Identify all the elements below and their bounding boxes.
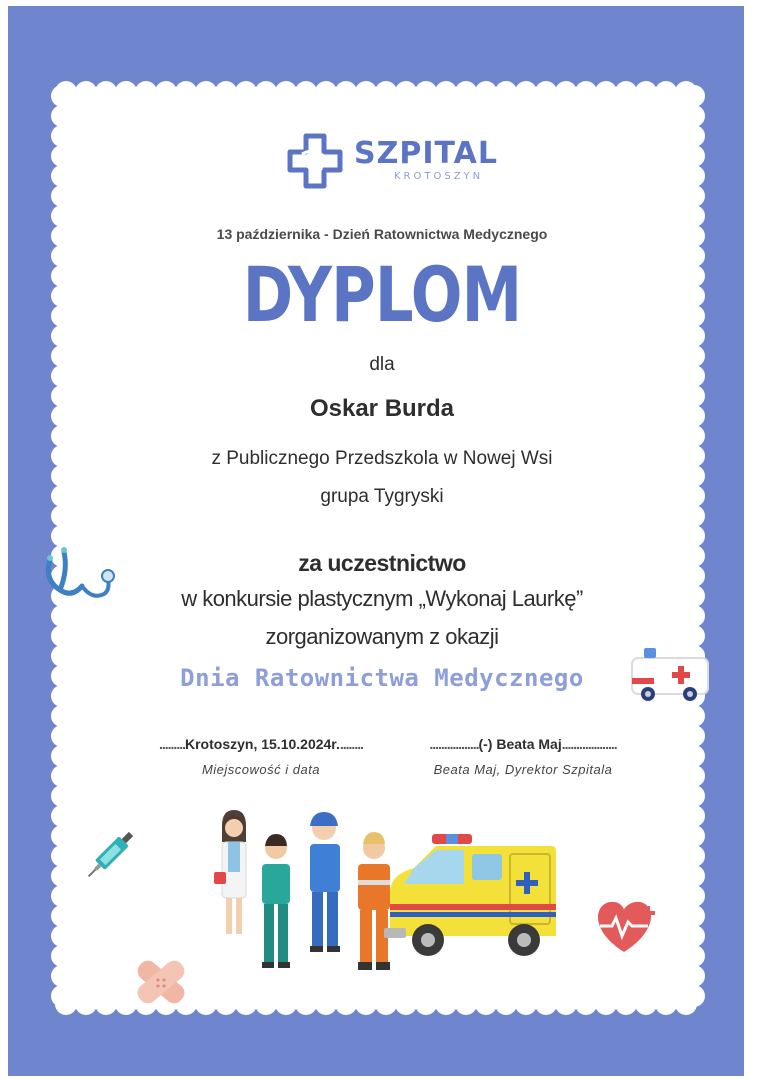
- for-label: dla: [369, 354, 395, 375]
- cross-logo-icon: [282, 130, 348, 194]
- syringe-icon: [86, 822, 142, 880]
- organized-line: zorganizowanym z okazji: [265, 624, 499, 649]
- place-date-caption: Miejscowość i data: [201, 762, 321, 777]
- contest-line: w konkursie plastycznym „Wykonaj Laurkę”: [181, 586, 583, 611]
- diploma-title: DYPLOM: [242, 250, 522, 339]
- school-line: z Publicznego Przedszkola w Nowej Wsi: [211, 448, 553, 469]
- medical-staff-illustration: [208, 808, 398, 980]
- hospital-logo: [282, 130, 498, 194]
- bandage-icon: [128, 950, 194, 1014]
- logo-wordmark: SZPITAL: [354, 136, 498, 171]
- event-line: Dnia Ratownictwa Medycznego: [180, 664, 584, 692]
- signature-block: [412, 736, 634, 777]
- ambulance-small-icon: [628, 640, 712, 706]
- occasion-line: 13 października - Dzień Ratownictwa Medycznego: [216, 226, 548, 242]
- award-line: za uczestnictwo: [298, 550, 466, 576]
- place-date-line: .........Krotoszyn, 15.10.2024r.........: [158, 736, 363, 752]
- heart-pulse-icon: [592, 898, 664, 956]
- ambulance-illustration: [384, 832, 560, 962]
- signature-caption: Beata Maj, Dyrektor Szpitala: [433, 762, 613, 777]
- place-date-block: [150, 736, 372, 777]
- group-line: grupa Tygryski: [320, 486, 444, 507]
- recipient-name: Oskar Burda: [309, 395, 455, 422]
- logo-city: KROTOSZYN: [394, 171, 484, 182]
- stethoscope-icon: [42, 546, 116, 612]
- signature-line: .................(-) Beata Maj...................: [429, 736, 617, 752]
- place-date-value: Krotoszyn, 15.10.2024r.: [185, 736, 340, 752]
- signature-value: (-) Beata Maj: [478, 736, 562, 752]
